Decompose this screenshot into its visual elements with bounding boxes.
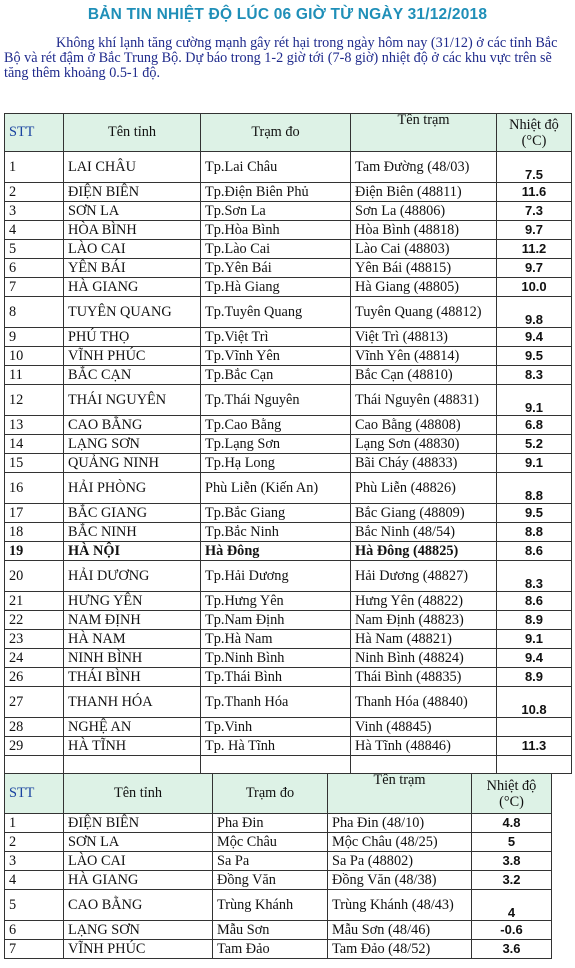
row-province: CAO BẰNG xyxy=(64,890,213,921)
table-row xyxy=(5,687,572,718)
row-province: HÀ GIANG xyxy=(64,871,213,890)
table-row xyxy=(5,328,572,347)
header-temperature: Nhiệt độ (°C) xyxy=(472,774,552,814)
table-row xyxy=(5,347,572,366)
row-temperature: 9.1 xyxy=(497,630,572,649)
row-stt: 6 xyxy=(5,921,64,940)
row-province: YÊN BÁI xyxy=(64,259,201,278)
row-temperature: 8.9 xyxy=(497,611,572,630)
row-measuring-point: Tp.Hòa Bình xyxy=(201,221,351,240)
table-row xyxy=(5,435,572,454)
row-stt: 23 xyxy=(5,630,64,649)
row-temperature: 9.8 xyxy=(497,297,572,328)
row-province: BẮC CẠN xyxy=(64,366,201,385)
row-province: SƠN LA xyxy=(64,833,213,852)
row-province: ĐIỆN BIÊN xyxy=(64,183,201,202)
row-stt: 17 xyxy=(5,504,64,523)
row-temperature: -0.6 xyxy=(472,921,552,940)
table-row xyxy=(5,504,572,523)
row-measuring-point: Tp.Nam Định xyxy=(201,611,351,630)
row-station-name: Lạng Sơn (48830) xyxy=(351,435,497,454)
row-temperature: 10.8 xyxy=(497,687,572,718)
table-row xyxy=(5,737,572,756)
row-stt: 4 xyxy=(5,221,64,240)
row-station-name: Hà Đông (48825) xyxy=(351,542,497,561)
row-station-name: Hà Nam (48821) xyxy=(351,630,497,649)
table-row xyxy=(5,814,552,833)
row-measuring-point: Tp.Điện Biên Phủ xyxy=(201,183,351,202)
row-province: VĨNH PHÚC xyxy=(64,347,201,366)
table-row xyxy=(5,668,572,687)
header-stt: STT xyxy=(5,774,64,814)
row-measuring-point: Phù Liễn (Kiến An) xyxy=(201,473,351,504)
row-temperature: 9.4 xyxy=(497,649,572,668)
table-row xyxy=(5,221,572,240)
row-station-name: Bắc Ninh (48/54) xyxy=(351,523,497,542)
row-measuring-point: Mộc Châu xyxy=(213,833,328,852)
row-measuring-point: Mẫu Sơn xyxy=(213,921,328,940)
row-temperature: 9.1 xyxy=(497,454,572,473)
table-row xyxy=(5,416,572,435)
table-row xyxy=(5,259,572,278)
row-temperature: 8.3 xyxy=(497,366,572,385)
row-stt: 10 xyxy=(5,347,64,366)
row-stt: 15 xyxy=(5,454,64,473)
row-stt: 13 xyxy=(5,416,64,435)
row-province: BẮC NINH xyxy=(64,523,201,542)
row-temperature: 4 xyxy=(472,890,552,921)
table-row xyxy=(5,833,552,852)
row-stt: 3 xyxy=(5,852,64,871)
table-row xyxy=(5,152,572,183)
row-measuring-point: Tp.Ninh Bình xyxy=(201,649,351,668)
row-province: LÀO CAI xyxy=(64,240,201,259)
row-province: HƯNG YÊN xyxy=(64,592,201,611)
row-station-name: Yên Bái (48815) xyxy=(351,259,497,278)
row-station-name: Sa Pa (48802) xyxy=(328,852,472,871)
row-stt: 19 xyxy=(5,542,64,561)
row-stt: 12 xyxy=(5,385,64,416)
row-province: PHÚ THỌ xyxy=(64,328,201,347)
table-row xyxy=(5,611,572,630)
row-stt: 1 xyxy=(5,152,64,183)
row-stt: 22 xyxy=(5,611,64,630)
row-station-name: Thái Bình (48835) xyxy=(351,668,497,687)
row-stt: 8 xyxy=(5,297,64,328)
row-temperature: 3.6 xyxy=(472,940,552,959)
table-row xyxy=(5,921,552,940)
table-row xyxy=(5,202,572,221)
row-stt: 1 xyxy=(5,814,64,833)
row-temperature: 4.8 xyxy=(472,814,552,833)
blank-cell xyxy=(497,756,572,774)
row-province: ĐIỆN BIÊN xyxy=(64,814,213,833)
row-measuring-point: Tp.Yên Bái xyxy=(201,259,351,278)
header-station-name: Tên trạm xyxy=(328,774,472,814)
row-temperature: 8.9 xyxy=(497,668,572,687)
row-station-name: Lào Cai (48803) xyxy=(351,240,497,259)
table-row xyxy=(5,385,572,416)
row-measuring-point: Tp.Lào Cai xyxy=(201,240,351,259)
row-province: HÀ NAM xyxy=(64,630,201,649)
row-temperature: 8.8 xyxy=(497,523,572,542)
row-temperature: 8.3 xyxy=(497,561,572,592)
row-stt: 14 xyxy=(5,435,64,454)
row-stt: 2 xyxy=(5,833,64,852)
row-measuring-point: Tp.Thanh Hóa xyxy=(201,687,351,718)
row-stt: 28 xyxy=(5,718,64,737)
row-temperature: 6.8 xyxy=(497,416,572,435)
table-row xyxy=(5,630,572,649)
row-station-name: Vĩnh Yên (48814) xyxy=(351,347,497,366)
header-stt: STT xyxy=(5,114,64,152)
row-temperature: 10.0 xyxy=(497,278,572,297)
row-province: LẠNG SƠN xyxy=(64,921,213,940)
row-station-name: Hà Giang (48805) xyxy=(351,278,497,297)
row-province: NAM ĐỊNH xyxy=(64,611,201,630)
blank-cell xyxy=(201,756,351,774)
row-stt: 2 xyxy=(5,183,64,202)
row-measuring-point: Tp.Cao Bằng xyxy=(201,416,351,435)
row-station-name: Điện Biên (48811) xyxy=(351,183,497,202)
row-temperature xyxy=(497,718,572,737)
row-measuring-point: Tp.Lai Châu xyxy=(201,152,351,183)
row-station-name: Vinh (48845) xyxy=(351,718,497,737)
table-row xyxy=(5,871,552,890)
row-station-name: Thái Nguyên (48831) xyxy=(351,385,497,416)
header-temperature: Nhiệt độ (°C) xyxy=(497,114,572,152)
row-province: QUẢNG NINH xyxy=(64,454,201,473)
lowland-temperature-table xyxy=(4,113,572,774)
row-measuring-point: Tp.Hạ Long xyxy=(201,454,351,473)
row-measuring-point: Pha Đin xyxy=(213,814,328,833)
row-measuring-point: Tp.Tuyên Quang xyxy=(201,297,351,328)
row-province: THÁI BÌNH xyxy=(64,668,201,687)
blank-cell xyxy=(5,756,64,774)
row-station-name: Nam Định (48823) xyxy=(351,611,497,630)
row-temperature: 3.8 xyxy=(472,852,552,871)
table-row xyxy=(5,852,552,871)
row-province: HÀ GIANG xyxy=(64,278,201,297)
row-province: VĨNH PHÚC xyxy=(64,940,213,959)
row-province: THANH HÓA xyxy=(64,687,201,718)
row-temperature: 5 xyxy=(472,833,552,852)
row-measuring-point: Tp.Hưng Yên xyxy=(201,592,351,611)
row-province: LAI CHÂU xyxy=(64,152,201,183)
row-stt: 6 xyxy=(5,259,64,278)
table-row xyxy=(5,890,552,921)
row-stt: 20 xyxy=(5,561,64,592)
table-row xyxy=(5,454,572,473)
row-measuring-point: Tp.Bắc Giang xyxy=(201,504,351,523)
highland-temperature-table xyxy=(4,773,552,959)
row-province: HÀ TĨNH xyxy=(64,737,201,756)
row-station-name: Bắc Cạn (48810) xyxy=(351,366,497,385)
row-measuring-point: Tp.Vĩnh Yên xyxy=(201,347,351,366)
row-stt: 24 xyxy=(5,649,64,668)
row-measuring-point: Tp.Bắc Cạn xyxy=(201,366,351,385)
table-row xyxy=(5,183,572,202)
row-temperature: 9.4 xyxy=(497,328,572,347)
table-row xyxy=(5,278,572,297)
header-station-name: Tên trạm xyxy=(351,114,497,152)
table-row xyxy=(5,523,572,542)
row-temperature: 9.7 xyxy=(497,221,572,240)
row-station-name: Phù Liễn (48826) xyxy=(351,473,497,504)
table-header-row xyxy=(5,774,552,814)
row-temperature: 8.6 xyxy=(497,592,572,611)
row-province: LẠNG SƠN xyxy=(64,435,201,454)
row-station-name: Việt Trì (48813) xyxy=(351,328,497,347)
row-temperature: 7.5 xyxy=(497,152,572,183)
row-station-name: Hà Tĩnh (48846) xyxy=(351,737,497,756)
row-measuring-point: Tp.Hải Dương xyxy=(201,561,351,592)
row-province: LÀO CAI xyxy=(64,852,213,871)
row-province: SƠN LA xyxy=(64,202,201,221)
row-stt: 18 xyxy=(5,523,64,542)
header-province: Tên tỉnh xyxy=(64,774,213,814)
table-row xyxy=(5,240,572,259)
row-station-name: Tam Đường (48/03) xyxy=(351,152,497,183)
row-station-name: Tuyên Quang (48812) xyxy=(351,297,497,328)
row-station-name: Hưng Yên (48822) xyxy=(351,592,497,611)
row-stt: 27 xyxy=(5,687,64,718)
row-province: TUYÊN QUANG xyxy=(64,297,201,328)
row-stt: 26 xyxy=(5,668,64,687)
row-stt: 11 xyxy=(5,366,64,385)
row-temperature: 11.6 xyxy=(497,183,572,202)
row-stt: 7 xyxy=(5,278,64,297)
table-row xyxy=(5,297,572,328)
row-stt: 29 xyxy=(5,737,64,756)
row-temperature: 5.2 xyxy=(497,435,572,454)
row-temperature: 9.5 xyxy=(497,504,572,523)
table-row xyxy=(5,542,572,561)
row-province: HÒA BÌNH xyxy=(64,221,201,240)
row-province: NINH BÌNH xyxy=(64,649,201,668)
row-temperature: 7.3 xyxy=(497,202,572,221)
row-temperature: 9.5 xyxy=(497,347,572,366)
row-temperature: 3.2 xyxy=(472,871,552,890)
row-station-name: Bãi Cháy (48833) xyxy=(351,454,497,473)
row-station-name: Pha Đin (48/10) xyxy=(328,814,472,833)
blank-row xyxy=(5,756,572,774)
row-station-name: Đồng Văn (48/38) xyxy=(328,871,472,890)
row-measuring-point: Tp.Thái Bình xyxy=(201,668,351,687)
row-station-name: Cao Bằng (48808) xyxy=(351,416,497,435)
row-province: BẮC GIANG xyxy=(64,504,201,523)
row-measuring-point: Tp.Hà Giang xyxy=(201,278,351,297)
table-row xyxy=(5,473,572,504)
row-measuring-point: Trùng Khánh xyxy=(213,890,328,921)
row-measuring-point: Tp.Vinh xyxy=(201,718,351,737)
row-station-name: Mộc Châu (48/25) xyxy=(328,833,472,852)
row-station-name: Mẫu Sơn (48/46) xyxy=(328,921,472,940)
bulletin-title: BẢN TIN NHIỆT ĐỘ LÚC 06 GIỜ TỪ NGÀY 31/12/2018 xyxy=(87,6,488,23)
row-measuring-point: Tp.Sơn La xyxy=(201,202,351,221)
row-province: HÀ NỘI xyxy=(64,542,201,561)
header-province: Tên tỉnh xyxy=(64,114,201,152)
row-province: THÁI NGUYÊN xyxy=(64,385,201,416)
table-row xyxy=(5,366,572,385)
row-temperature: 8.6 xyxy=(497,542,572,561)
row-measuring-point: Đồng Văn xyxy=(213,871,328,890)
table-row xyxy=(5,592,572,611)
row-stt: 9 xyxy=(5,328,64,347)
row-temperature: 11.3 xyxy=(497,737,572,756)
table-row xyxy=(5,561,572,592)
row-temperature: 11.2 xyxy=(497,240,572,259)
row-station-name: Thanh Hóa (48840) xyxy=(351,687,497,718)
row-temperature: 9.7 xyxy=(497,259,572,278)
row-station-name: Sơn La (48806) xyxy=(351,202,497,221)
row-stt: 5 xyxy=(5,890,64,921)
row-measuring-point: Tam Đảo xyxy=(213,940,328,959)
row-station-name: Hòa Bình (48818) xyxy=(351,221,497,240)
row-measuring-point: Tp.Hà Nam xyxy=(201,630,351,649)
table-row xyxy=(5,649,572,668)
row-measuring-point: Tp.Thái Nguyên xyxy=(201,385,351,416)
table-row xyxy=(5,718,572,737)
header-measuring-point: Trạm đo xyxy=(201,114,351,152)
row-measuring-point: Sa Pa xyxy=(213,852,328,871)
header-measuring-point: Trạm đo xyxy=(213,774,328,814)
row-stt: 16 xyxy=(5,473,64,504)
row-measuring-point: Tp.Lạng Sơn xyxy=(201,435,351,454)
row-stt: 3 xyxy=(5,202,64,221)
row-stt: 4 xyxy=(5,871,64,890)
row-province: CAO BẰNG xyxy=(64,416,201,435)
row-stt: 5 xyxy=(5,240,64,259)
row-province: HẢI DƯƠNG xyxy=(64,561,201,592)
table-header-row xyxy=(5,114,572,152)
row-station-name: Hải Dương (48827) xyxy=(351,561,497,592)
row-measuring-point: Hà Đông xyxy=(201,542,351,561)
row-measuring-point: Tp. Hà Tĩnh xyxy=(201,737,351,756)
row-station-name: Bắc Giang (48809) xyxy=(351,504,497,523)
blank-cell xyxy=(64,756,201,774)
row-temperature: 8.8 xyxy=(497,473,572,504)
row-province: HẢI PHÒNG xyxy=(64,473,201,504)
row-station-name: Ninh Bình (48824) xyxy=(351,649,497,668)
blank-cell xyxy=(351,756,497,774)
row-stt: 7 xyxy=(5,940,64,959)
table-row xyxy=(5,940,552,959)
row-station-name: Tam Đảo (48/52) xyxy=(328,940,472,959)
row-temperature: 9.1 xyxy=(497,385,572,416)
row-measuring-point: Tp.Việt Trì xyxy=(201,328,351,347)
bulletin-intro: Không khí lạnh tăng cường mạnh gây rét hại trong ngày hôm nay (31/12) ở các tỉnh Bắc Bộ và rét đậm ở Bắc Trung Bộ. Dự báo trong 1-2 giờ tới (7-8 giờ) nhiệt độ ở các khu vực trên sẽ tăng thêm khoảng 0.5-1 độ. xyxy=(4,35,558,81)
row-station-name: Trùng Khánh (48/43) xyxy=(328,890,472,921)
row-province: NGHỆ AN xyxy=(64,718,201,737)
row-measuring-point: Tp.Bắc Ninh xyxy=(201,523,351,542)
row-stt: 21 xyxy=(5,592,64,611)
